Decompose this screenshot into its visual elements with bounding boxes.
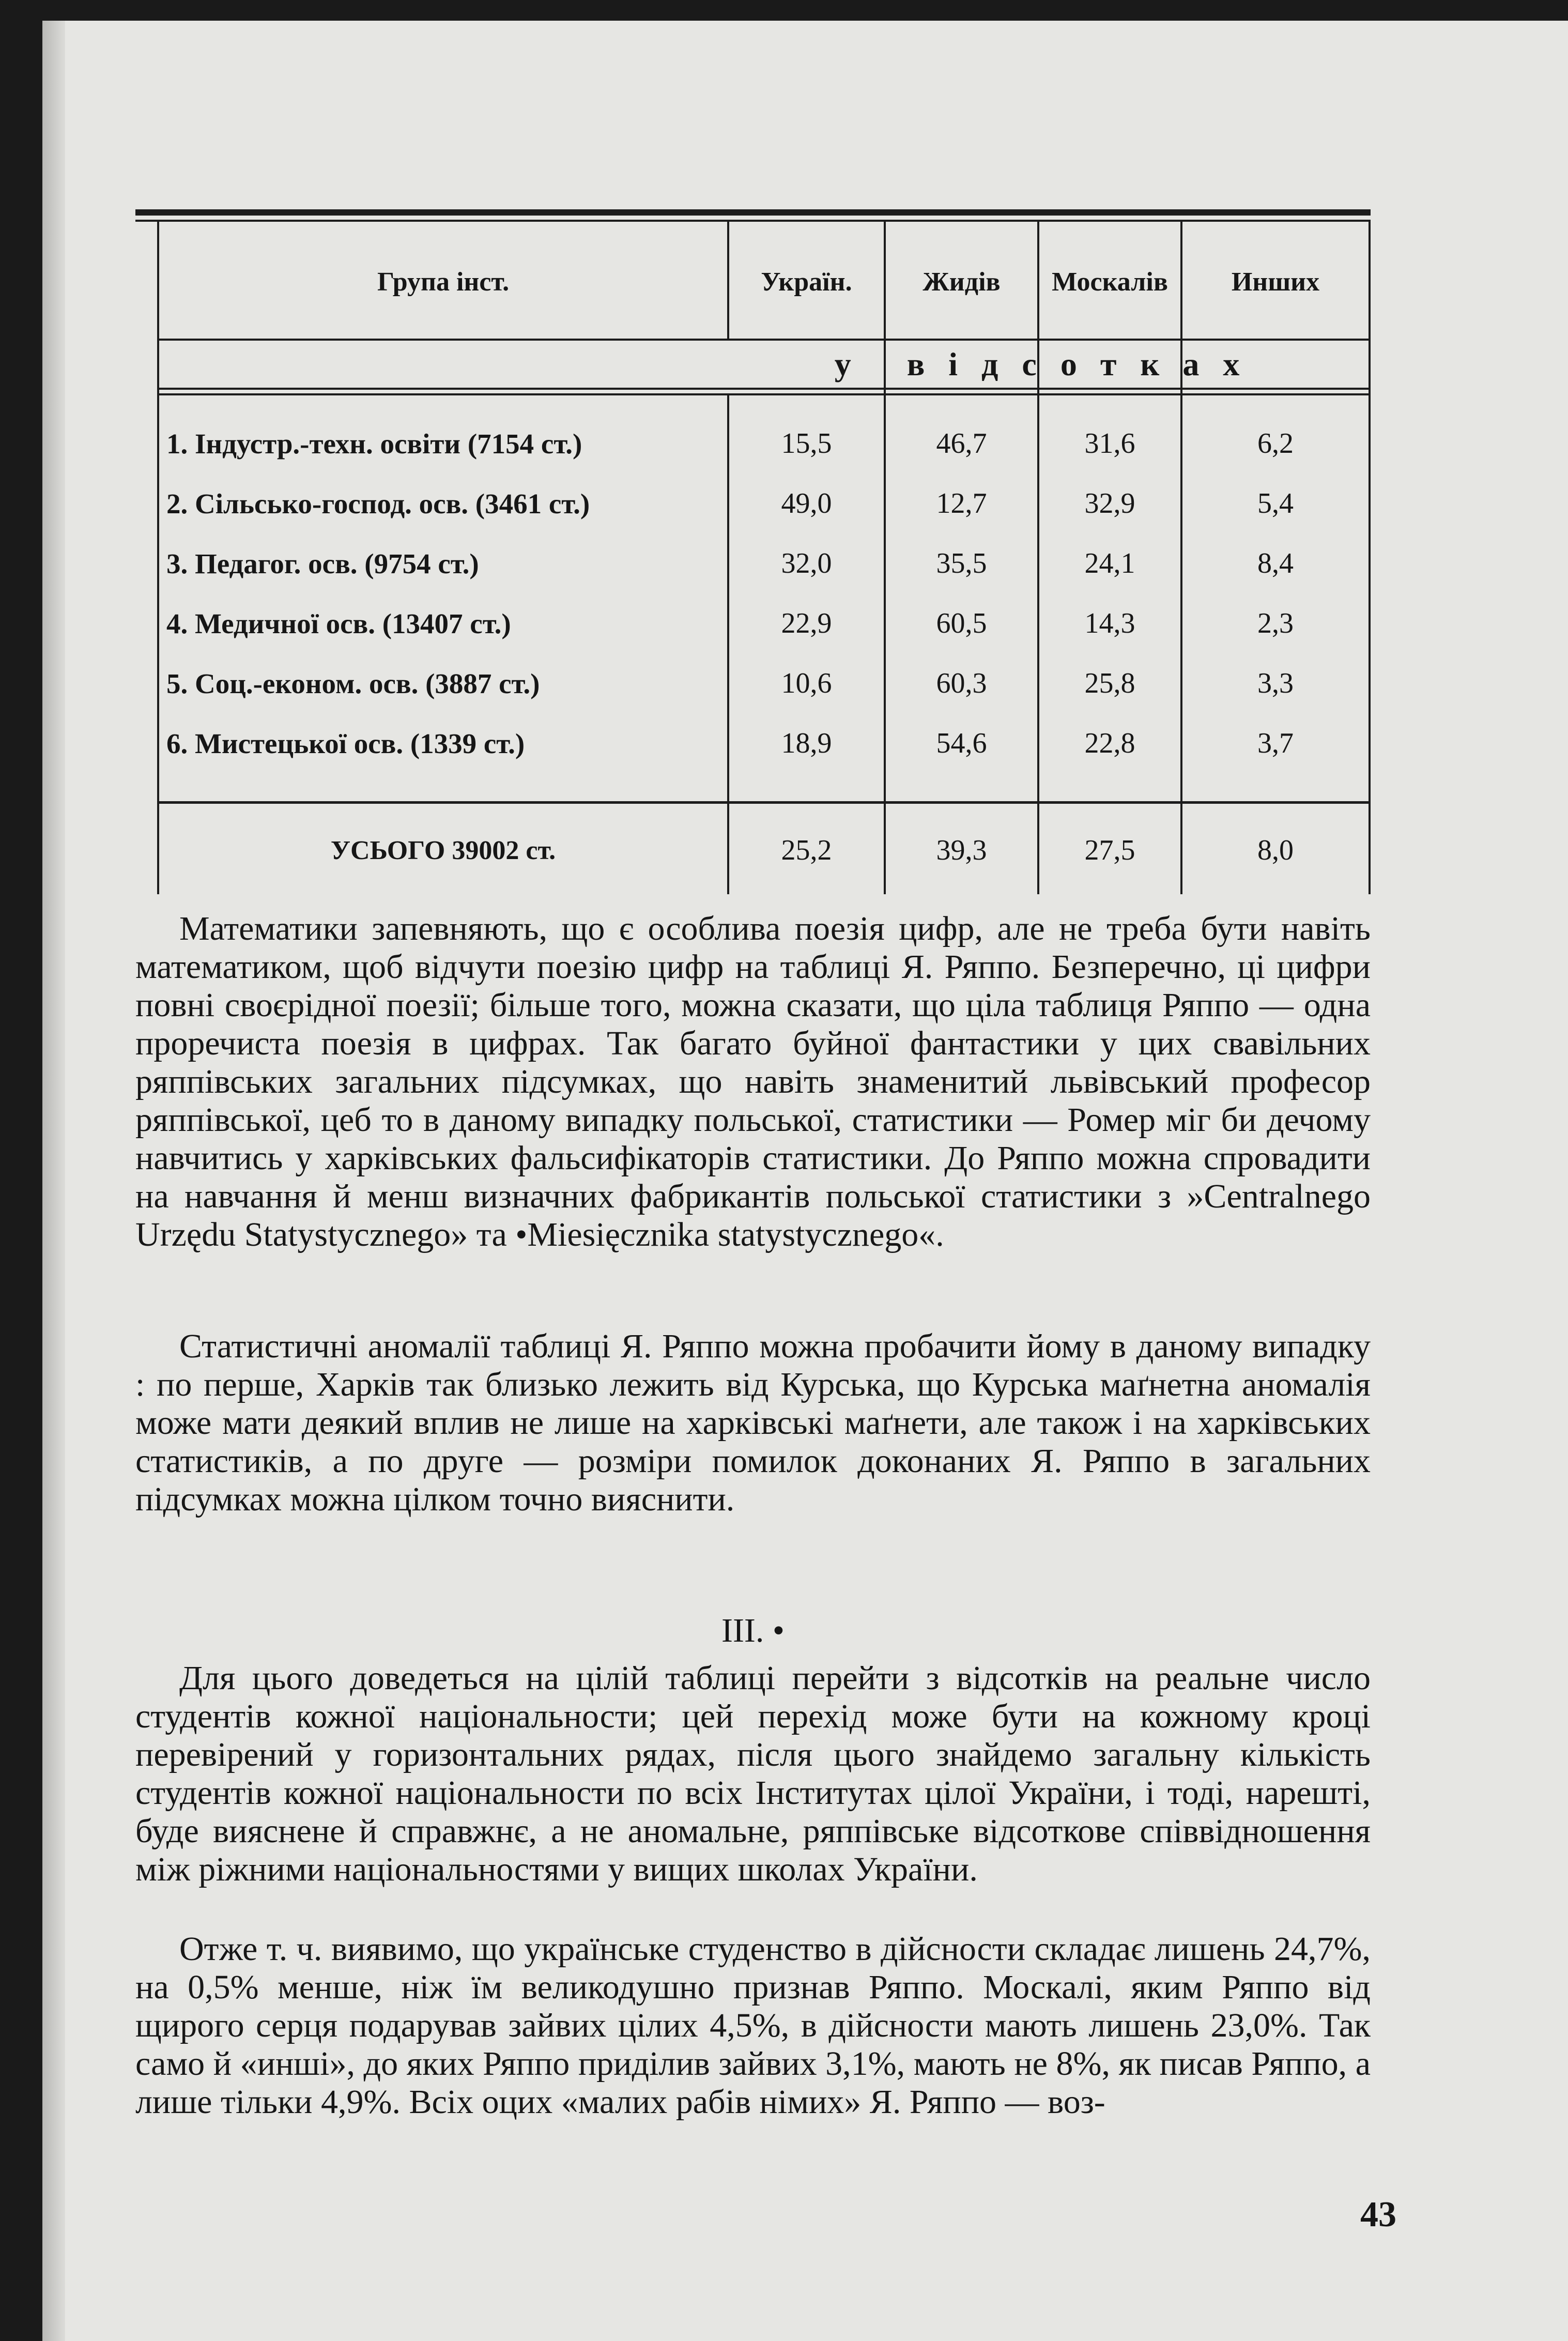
value-others: 2,3: [1257, 607, 1294, 639]
total-rule: [157, 801, 1371, 804]
total-jews: 39,3: [936, 834, 987, 866]
unit-rule-double: [157, 393, 1371, 395]
row-label: 3. Педагог. осв. (9754 ст.): [166, 547, 479, 579]
value-ukrainians: 22,9: [781, 607, 832, 639]
value-jews: 54,6: [936, 727, 987, 759]
table-right-rule: [1369, 220, 1371, 894]
value-others: 3,7: [1257, 727, 1294, 759]
value-jews: 35,5: [936, 547, 987, 579]
page-number: 43: [1360, 2195, 1396, 2235]
value-russians: 31,6: [1084, 427, 1135, 460]
header-others: Инших: [1231, 267, 1320, 297]
value-others: 5,4: [1257, 487, 1294, 519]
value-ukrainians: 15,5: [781, 427, 832, 460]
header-russians: Москалів: [1052, 267, 1168, 297]
table-top-rule-thin: [135, 220, 1371, 222]
table-top-rule: [135, 209, 1371, 216]
total-others: 8,0: [1257, 834, 1294, 866]
total-russians: 27,5: [1084, 834, 1135, 866]
header-jews: Жидів: [923, 267, 1001, 297]
paragraph-1: Математики запевняють, що є особлива поезія цифр, але не треба бути навіть математиком, щоб відчути поезію цифр на таблиці Я. Ряппо. Безперечно, ці цифри повні своєрідної поезії; більше того, можна сказати, що ціла таблиця Ряппо — одна проречиста поезія в цифрах. Так багато буйної фантастики у цих свавільних ряппівських загальних підсумках, що навіть знаменитий львівський професор ряппівської, цеб то в даному випадку польської, статистики — Ромер міг би дечому навчитись у харківських фальсифікаторів статистики. До Ряппо можна спровадити на навчання й менш визначних фабрикантів польської статистики з »Centralnego Urzędu Statystycznego» та •Miesięcznika statystycznego«.: [135, 910, 1371, 1253]
value-jews: 60,3: [936, 667, 987, 699]
value-ukrainians: 32,0: [781, 547, 832, 579]
value-ukrainians: 18,9: [781, 727, 832, 759]
value-russians: 24,1: [1084, 547, 1135, 579]
book-page: [42, 21, 1568, 2341]
paragraph-2: Статистичні аномалії таблиці Я. Ряппо можна пробачити йому в даному випадку : по перше, Харків так близько лежить від Курська, що Курська маґнетна аномалія може мати деякий вплив не лише на харківські маґнети, але також і на харківських статистиків, а по друге — розміри помилок доконаних Я. Ряппо в загальних підсумках можна цілком точно вияснити.: [135, 1327, 1371, 1518]
unit-rule: [157, 388, 1371, 390]
unit-label: у відсотках: [834, 345, 1264, 382]
section-heading: III. •: [721, 1612, 785, 1649]
value-jews: 12,7: [936, 487, 987, 519]
value-russians: 14,3: [1084, 607, 1135, 639]
header-ukrainians: Україн.: [761, 267, 852, 297]
header-group: Група інст.: [377, 267, 510, 297]
row-label: 5. Соц.-економ. осв. (3887 ст.): [166, 667, 540, 699]
value-jews: 60,5: [936, 607, 987, 639]
paragraph-3: Для цього доведеться на цілій таблиці перейти з відсотків на реальне число студентів кожної національности; цей перехід може бути на кожному кроці перевірений у горизонтальних рядах, після цього знайдемо загальну кількість студентів кожної національности по всіх Інститутах цілої України, і тоді, нарешті, буде вияснене й справжнє, а не аномальне, ряппівське відсоткове співвідношення між ріжними національностями у вищих школах України.: [135, 1659, 1371, 1888]
value-others: 6,2: [1257, 427, 1294, 460]
total-label: УСЬОГО 39002 ст.: [330, 835, 556, 865]
row-label: 1. Індустр.-техн. освіти (7154 ст.): [166, 427, 582, 460]
row-label: 4. Медичної осв. (13407 ст.): [166, 607, 511, 639]
value-ukrainians: 49,0: [781, 487, 832, 519]
value-ukrainians: 10,6: [781, 667, 832, 699]
row-label: 6. Мистецької осв. (1339 ст.): [166, 727, 525, 759]
paragraph-4: Отже т. ч. виявимо, що українське студенство в дійсности складає лишень 24,7%, на 0,5% менше, ніж їм великодушно признав Ряппо. Москалі, яким Ряппо від щирого серця подарував зайвих цілих 4,5%, в дійсности мають лишень 23,0%. Так само й «инші», до яких Ряппо приділив зайвих 3,1%, мають не 8%, як писав Ряппо, а лише тільки 4,9%. Всіх оцих «малих рабів німих» Я. Ряппо — воз-: [135, 1930, 1371, 2121]
value-russians: 22,8: [1084, 727, 1135, 759]
statistics-table: [135, 209, 1371, 894]
value-russians: 25,8: [1084, 667, 1135, 699]
value-others: 3,3: [1257, 667, 1294, 699]
value-others: 8,4: [1257, 547, 1294, 579]
row-label: 2. Сільсько-господ. осв. (3461 ст.): [166, 487, 590, 519]
value-russians: 32,9: [1084, 487, 1135, 519]
value-jews: 46,7: [936, 427, 987, 460]
total-ukrainians: 25,2: [781, 834, 832, 866]
page-spine-shadow: [42, 21, 65, 2341]
